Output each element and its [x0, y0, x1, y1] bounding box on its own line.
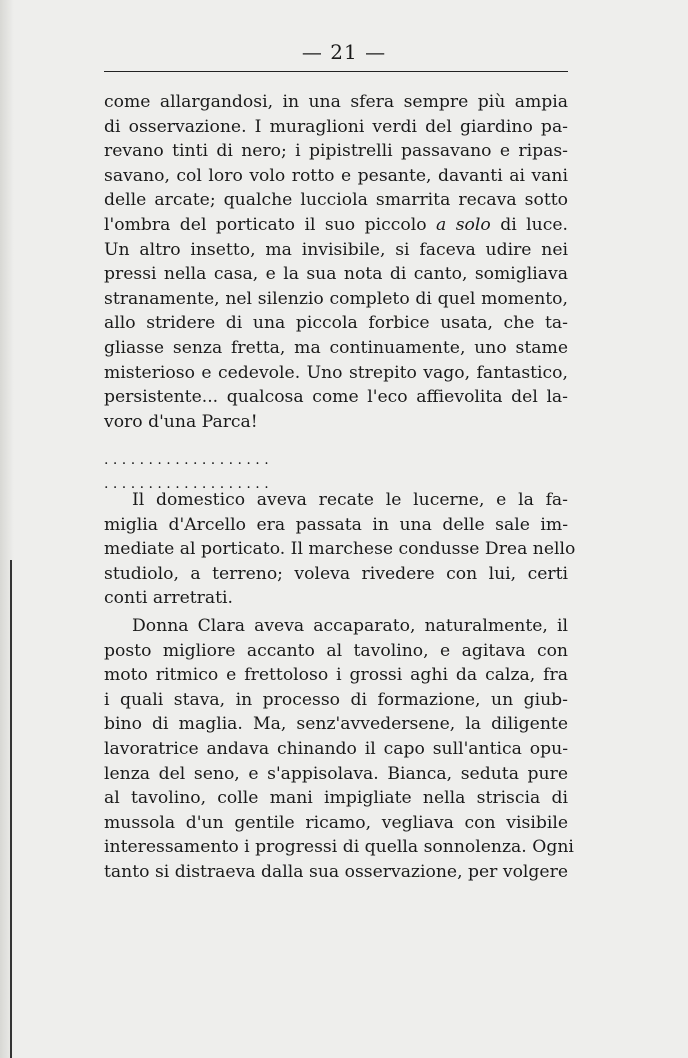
text-fragment: l'ombra del porticato il suo piccolo: [104, 214, 427, 235]
text-line: mussola d'un gentile ricamo, vegliava con visibile: [104, 812, 568, 833]
text-line: conti arretrati.: [104, 588, 233, 609]
text-line: interessamento i progressi di quella sonnolenza. Ogni: [104, 837, 574, 858]
text-line: allo stridere di una piccola forbice usata, che ta-: [104, 313, 568, 334]
header-rule: [104, 71, 568, 72]
text-line: voro d'una Parca!: [104, 411, 258, 432]
text-line: mediate al porticato. Il marchese condusse Drea nello: [104, 539, 576, 560]
text-line: lavoratrice andava chinando il capo sull'antica opu-: [104, 738, 568, 759]
text-line: al tavolino, colle mani impigliate nella striscia di: [104, 788, 568, 809]
paragraph-3: [104, 614, 574, 885]
italic-phrase: a solo: [436, 214, 491, 235]
text-line: Il domestico aveva recate le lucerne, e la fa-: [132, 490, 568, 510]
text-line: moto ritmico e frettoloso i grossi aghi da calza, fra: [104, 665, 568, 686]
text-line: i quali stava, in processo di formazione, un giub-: [104, 689, 568, 710]
text-fragment: di luce.: [500, 214, 569, 235]
text-line: savano, col loro volo rotto e pesante, davanti ai vani: [104, 165, 568, 186]
text-line: persistente... qualcosa come l'eco affievolita del la-: [104, 387, 568, 408]
ellipsis-row-2: . . . . . . . . . . . . . . . . . . .: [104, 476, 269, 492]
paragraph-1: [104, 90, 568, 434]
text-line: di osservazione. I muraglioni verdi del giardino pa-: [104, 116, 568, 137]
text-line: posto migliore accanto al tavolino, e agitava con: [104, 640, 568, 661]
text-line: pressi nella casa, e la sua nota di canto, somigliava: [104, 264, 568, 285]
text-line: miglia d'Arcello era passata in una delle sale im-: [104, 514, 568, 535]
text-line: [104, 213, 568, 238]
text-line: bino di maglia. Ma, senz'avvedersene, la diligente: [104, 714, 568, 735]
ellipsis-row-1: . . . . . . . . . . . . . . . . . . .: [104, 452, 269, 468]
text-line: come allargandosi, in una sfera sempre più ampia: [104, 92, 568, 112]
binding-edge-line: [10, 560, 12, 1058]
text-line: tanto si distraeva dalla sua osservazione, per volgere: [104, 861, 568, 882]
text-line: lenza del seno, e s'appisolava. Bianca, seduta pure: [104, 763, 568, 784]
text-line: gliasse senza fretta, ma continuamente, uno stame: [104, 337, 568, 358]
text-line: Un altro insetto, ma invisibile, si faceva udire nei: [104, 239, 568, 260]
page-number: — 21 —: [301, 40, 387, 64]
text-line: Donna Clara aveva accaparato, naturalmente, il: [132, 616, 568, 636]
text-line: misterioso e cedevole. Uno strepito vago, fantastico,: [104, 362, 568, 383]
text-line: stranamente, nel silenzio completo di quel momento,: [104, 288, 568, 309]
paragraph-2: [104, 488, 576, 611]
text-line: studiolo, a terreno; voleva rivedere con lui, certi: [104, 563, 568, 584]
text-line: delle arcate; qualche lucciola smarrita recava sotto: [104, 190, 568, 211]
text-line: revano tinti di nero; i pipistrelli passavano e ripas-: [104, 141, 568, 162]
